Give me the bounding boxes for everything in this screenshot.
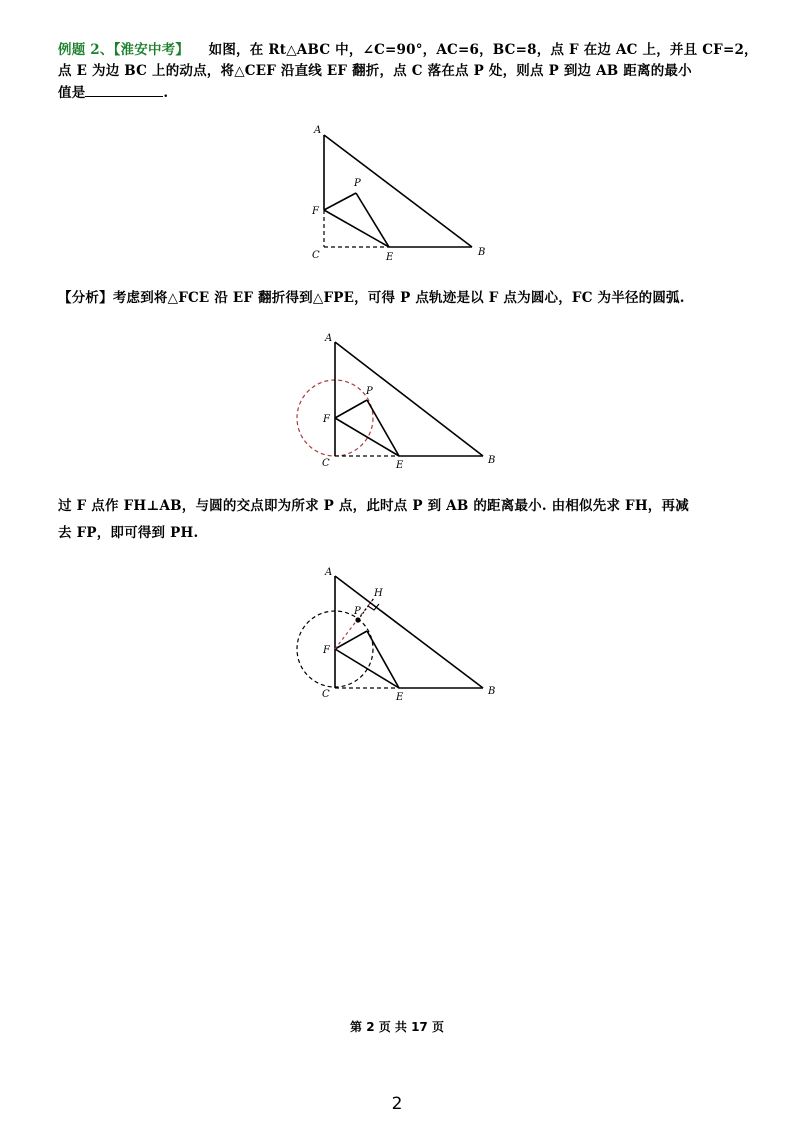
- page-number: 2: [391, 1094, 403, 1114]
- label-b: B: [488, 686, 496, 697]
- explanation-line-1: 过 F 点作 FH⊥AB，与圆的交点即为所求 P 点，此时点 P 到 AB 的距离最小. 由相似先求 FH，再减: [58, 498, 689, 514]
- segment-fp2: [335, 631, 367, 649]
- segment-fp: [335, 400, 367, 418]
- figure-2: [290, 326, 505, 476]
- label-e: E: [396, 692, 404, 703]
- label-e: E: [396, 460, 404, 471]
- problem-line-2: 点 E 为边 BC 上的动点，将△CEF 沿直线 EF 翻折，点 C 落在点 P 处，则点 P 到边 AB 距离的最小: [58, 63, 692, 79]
- label-c: C: [322, 458, 330, 469]
- problem-line-3-prefix: 值是: [58, 85, 86, 101]
- label-a: A: [325, 333, 333, 344]
- problem-line-3-suffix: .: [163, 85, 169, 101]
- segment-ab: [335, 342, 483, 456]
- label-f: F: [323, 414, 330, 425]
- label-p: P: [354, 178, 361, 189]
- problem-line-3: [58, 82, 758, 104]
- explanation-text: [58, 496, 758, 544]
- problem-line-1-text: 如图，在 Rt△ABC 中，∠C=90°，AC=6，BC=8，点 F 在边 AC 上，并且 CF=2，: [208, 42, 758, 58]
- analysis-label: 【分析】: [58, 290, 113, 306]
- label-e: E: [386, 252, 394, 263]
- segment-fe: [335, 418, 399, 456]
- segment-fe: [335, 649, 399, 688]
- page-footer: 第 2 页 共 17 页: [350, 1020, 444, 1034]
- figure-3: [290, 560, 505, 710]
- analysis-text: [58, 288, 758, 309]
- explanation-line-2: 去 FP，即可得到 PH.: [58, 525, 199, 541]
- label-b: B: [478, 247, 486, 258]
- label-c: C: [322, 689, 330, 700]
- segment-fe: [324, 210, 389, 247]
- answer-blank: [85, 82, 163, 97]
- label-h: H: [374, 588, 383, 599]
- label-b: B: [488, 455, 496, 466]
- label-p: P: [354, 606, 361, 617]
- segment-fp: [324, 193, 356, 210]
- segment-ab: [335, 576, 483, 688]
- point-p-dot: [355, 617, 360, 622]
- label-c: C: [312, 250, 320, 261]
- label-p: P: [366, 386, 373, 397]
- problem-source: 【淮安中考】: [113, 42, 190, 58]
- segment-ab: [324, 135, 472, 247]
- label-a: A: [314, 125, 322, 136]
- problem-text: [58, 40, 758, 104]
- label-f: F: [312, 206, 319, 217]
- analysis-body: 考虑到将△FCE 沿 EF 翻折得到△FPE，可得 P 点轨迹是以 F 点为圆心，FC 为半径的圆弧.: [112, 290, 685, 306]
- figure-1: [300, 118, 500, 268]
- segment-pe: [356, 193, 389, 247]
- problem-line-1: [58, 40, 758, 61]
- label-f: F: [323, 645, 330, 656]
- problem-label: 例题 2、: [58, 42, 114, 58]
- label-a: A: [325, 567, 333, 578]
